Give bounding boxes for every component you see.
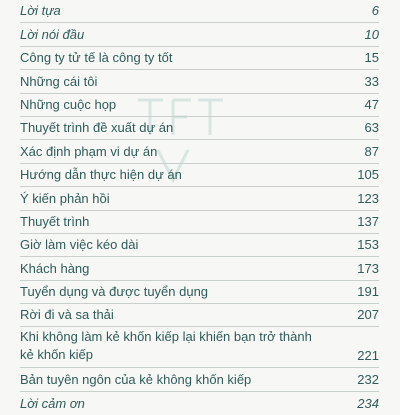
toc-title: Hướng dẫn thực hiện dự án <box>20 167 182 183</box>
toc-title: Khi không làm kẻ khốn kiếp lại khiến bạn trở thành kẻ khốn kiếp <box>20 329 312 363</box>
toc-page: 6 <box>371 3 379 19</box>
toc-row[interactable] <box>20 327 379 368</box>
toc-page: 234 <box>357 396 379 412</box>
toc-page: 87 <box>364 143 379 159</box>
toc-row[interactable] <box>20 140 379 163</box>
toc-row[interactable] <box>20 392 379 415</box>
toc-row[interactable] <box>20 0 379 23</box>
toc-row[interactable] <box>20 164 379 187</box>
toc-page: 232 <box>357 371 379 387</box>
toc-title: Lời tựa <box>20 3 61 19</box>
toc-title: Giờ làm việc kéo dài <box>20 237 139 253</box>
toc-title: Bản tuyên ngôn của kẻ không khốn kiếp <box>20 371 252 387</box>
toc-row[interactable] <box>20 70 379 93</box>
toc-row[interactable] <box>20 257 379 280</box>
toc-page: 33 <box>364 73 379 89</box>
toc-row[interactable] <box>20 281 379 304</box>
toc-page: 10 <box>364 26 379 42</box>
toc-page: 207 <box>357 307 379 323</box>
toc-title: Thuyết trình đề xuất dự án <box>20 120 174 136</box>
toc-page: 191 <box>357 284 379 300</box>
toc-title: Lời nói đầu <box>20 26 85 42</box>
toc-title: Khách hàng <box>20 260 90 276</box>
toc-row[interactable] <box>20 187 379 210</box>
toc-title: Rời đi và sa thải <box>20 307 114 323</box>
toc-row[interactable] <box>20 23 379 46</box>
toc-page: 63 <box>364 120 379 136</box>
toc-title: Tuyển dụng và được tuyển dụng <box>20 284 209 300</box>
toc-page: 105 <box>357 167 379 183</box>
toc-page: 153 <box>357 237 379 253</box>
toc-row[interactable] <box>20 234 379 257</box>
toc-row[interactable] <box>20 47 379 70</box>
toc-row[interactable] <box>20 304 379 327</box>
toc-page: 221 <box>357 348 379 364</box>
toc-row[interactable] <box>20 117 379 140</box>
toc-title: Xác định phạm vi dự án <box>20 143 158 159</box>
toc-title: Lời cảm ơn <box>20 396 85 412</box>
toc-row[interactable] <box>20 94 379 117</box>
toc-title: Thuyết trình <box>20 213 90 229</box>
toc-title: Những cuộc họp <box>20 96 117 112</box>
toc-page: 137 <box>357 213 379 229</box>
toc-row[interactable] <box>20 368 379 391</box>
toc-title: Những cái tôi <box>20 73 98 89</box>
toc-page: 15 <box>364 50 379 66</box>
toc-row[interactable] <box>20 211 379 234</box>
table-of-contents <box>20 0 379 415</box>
toc-title: Công ty tử tế là công ty tốt <box>20 50 173 66</box>
toc-page: 123 <box>357 190 379 206</box>
toc-title: Ý kiến phản hồi <box>20 190 110 206</box>
toc-page: 173 <box>357 260 379 276</box>
toc-page: 47 <box>364 96 379 112</box>
